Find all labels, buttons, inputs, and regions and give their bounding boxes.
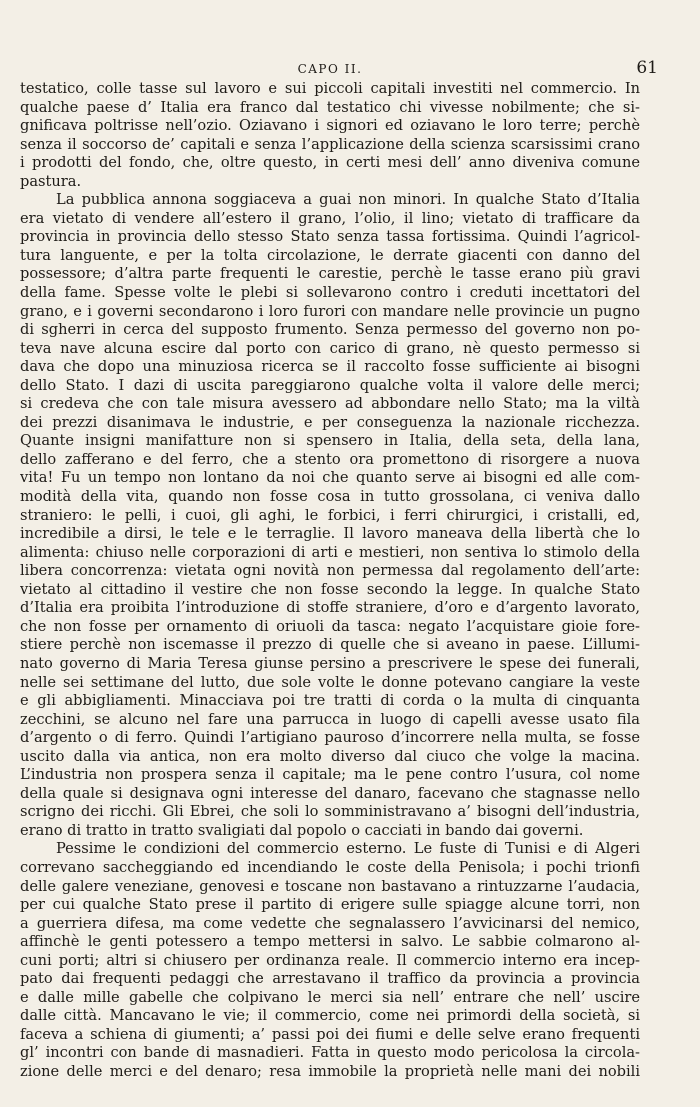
text-line: L’industria non prospera senza il capitale; ma le pene contro l’usura, col nome <box>20 766 640 784</box>
text-line: provincia in provincia dello stesso Stato senza tassa fortissima. Quindi l’agricol- <box>20 228 640 246</box>
text-line: delle galere veneziane, genovesi e toscane non bastavano a rintuzzarne l’audacia, <box>20 877 640 895</box>
text-line: straniero: le pelli, i cuoi, gli aghi, le forbici, i ferri chirurgici, i cristalli, ed, <box>20 506 640 524</box>
page-number: 61 <box>636 58 658 78</box>
text-line: alimenta: chiuso nelle corporazioni di arti e mestieri, non sentiva lo stimolo della <box>20 543 640 561</box>
text-line: e gli abbigliamenti. Minacciava poi tre tratti di corda o la multa di cinquanta <box>20 692 640 710</box>
text-line: dava che dopo una minuziosa ricerca se il raccolto fosse sufficiente ai bisogni <box>20 358 640 376</box>
text-line: incredibile a dirsi, le tele e le terraglie. Il lavoro maneava della libertà che lo <box>20 525 640 543</box>
body-text <box>20 80 640 1082</box>
text-line: erano di tratto in tratto svaligiati dal popolo o cacciati in bando dai governi. <box>20 821 584 839</box>
text-line: scrigno dei ricchi. Gli Ebrei, che soli lo somministravano a’ bisogni dell’industria, <box>20 803 640 821</box>
text-line: vietato al cittadino il vestire che non fosse secondo la legge. In qualche Stato <box>20 580 640 598</box>
text-line: era vietato di vendere all’estero il grano, l’olio, il lino; vietato di trafficare da <box>20 209 640 227</box>
text-line: grano, e i governi secondarono i loro furori con mandare nelle provincie un pugno <box>20 302 640 320</box>
text-line: testatico, colle tasse sul lavoro e sui piccoli capitali investiti nel commercio. In <box>20 80 640 97</box>
running-header <box>20 58 658 82</box>
text-line: zione delle merci e del denaro; resa immobile la proprietà nelle mani dei nobili <box>20 1062 640 1080</box>
text-line: Pessime le condizioni del commercio esterno. Le fuste di Tunisi e di Algeri <box>56 840 640 858</box>
text-line: zecchini, se alcuno nel fare una parrucca in luogo di capelli avesse usato fila <box>20 710 640 728</box>
text-line: Quante insigni manifatture non si spensero in Italia, della seta, della lana, <box>20 432 640 450</box>
chapter-title: CAPO II. <box>297 62 363 76</box>
text-line: i prodotti del fondo, che, oltre questo, in certi mesi dell’ anno diveniva comune <box>20 154 640 172</box>
text-line: dello Stato. I dazi di uscita pareggiarono qualche volta il valore delle merci; <box>20 376 640 394</box>
text-line: di sgherri in cerca del supposto frumento. Senza permesso del governo non po- <box>20 321 640 339</box>
text-line: nelle sei settimane del lutto, due sole volte le donne potevano cangiare la veste <box>20 673 640 691</box>
text-line: gnificava poltrisse nell’ozio. Oziavano i signori ed oziavano le loro terre; perchè <box>20 117 640 135</box>
text-line: qualche paese d’ Italia era franco dal testatico chi vivesse nobilmente; che si- <box>20 98 640 116</box>
text-line: che non fosse per ornamento di oriuoli da tasca: negato l’acquistare gioie fore- <box>20 617 640 635</box>
text-line: vita! Fu un tempo non lontano da noi che quanto serve ai bisogni ed alle com- <box>20 469 640 487</box>
text-line: dalle città. Mancavano le vie; il commercio, come nei primordi della società, si <box>20 1007 640 1025</box>
text-line: della quale si designava ogni interesse del danaro, facevano che stagnasse nello <box>20 784 640 802</box>
text-line: tura languente, e per la tolta circolazione, le derrate giacenti con danno del <box>20 246 640 264</box>
text-line: possessore; d’altra parte frequenti le carestie, perchè le tasse erano più gravi <box>20 265 640 283</box>
text-line: stiere perchè non iscemasse il prezzo di quelle che si aveano in paese. L’illumi- <box>20 636 640 654</box>
text-line: e dalle mille gabelle che colpivano le merci sia nell’ entrare che nell’ uscire <box>20 988 640 1006</box>
text-line: senza il soccorso de’ capitali e senza l’applicazione della scienza scarsissimi crano <box>20 135 640 153</box>
text-line: gl’ incontri con bande di masnadieri. Fatta in questo modo pericolosa la circola- <box>20 1044 640 1062</box>
text-line: per cui qualche Stato prese il partito di erigere sulle spiagge alcune torri, non <box>20 896 640 914</box>
text-line: nato governo di Maria Teresa giunse persino a prescrivere le spese dei funerali, <box>20 654 640 672</box>
text-line: pato dai frequenti pedaggi che arrestavano il traffico da provincia a provincia <box>20 970 640 988</box>
text-line: si credeva che con tale misura avessero ad abbondare nello Stato; ma la viltà <box>20 395 640 413</box>
text-line: teva nave alcuna escire dal porto con carico di grano, nè questo permesso si <box>20 339 640 357</box>
text-line: della fame. Spesse volte le plebi si sollevarono contro i creduti incettatori del <box>20 284 640 302</box>
text-line: La pubblica annona soggiaceva a guai non minori. In qualche Stato d’Italia <box>56 191 640 209</box>
text-line: d’argento o di ferro. Quindi l’artigiano pauroso d’incorrere nella multa, se fosse <box>20 729 640 747</box>
text-line: faceva a schiena di giumenti; a’ passi poi dei fiumi e delle selve erano frequenti <box>20 1025 640 1043</box>
text-line: cuni porti; altri si chiusero per ordinanza reale. Il commercio interno era incep- <box>20 951 640 969</box>
text-line: pastura. <box>20 172 82 190</box>
text-line: dei prezzi disanimava le industrie, e per conseguenza la nazionale ricchezza. <box>20 413 640 431</box>
text-line: d’Italia era proibita l’introduzione di stoffe straniere, d’oro e d’argento lavorato, <box>20 599 640 617</box>
text-line: dello zafferano e del ferro, che a stento ora promettono di risorgere a nuova <box>20 450 640 468</box>
text-line: uscito dalla via antica, non era molto diverso dal ciuco che volge la macina. <box>20 747 640 765</box>
text-line: libera concorrenza: vietata ogni novità non permessa dal regolamento dell’arte: <box>20 562 640 580</box>
text-line: a guerriera difesa, ma come vedette che segnalassero l’avvicinarsi del nemico, <box>20 914 640 932</box>
text-line: affinchè le genti potessero a tempo mettersi in salvo. Le sabbie colmarono al- <box>20 933 640 951</box>
text-line: correvano saccheggiando ed incendiando le coste della Penisola; i pochi trionfi <box>20 858 640 876</box>
text-line: modità della vita, quando non fosse cosa in tutto grossolana, ci veniva dallo <box>20 488 640 506</box>
